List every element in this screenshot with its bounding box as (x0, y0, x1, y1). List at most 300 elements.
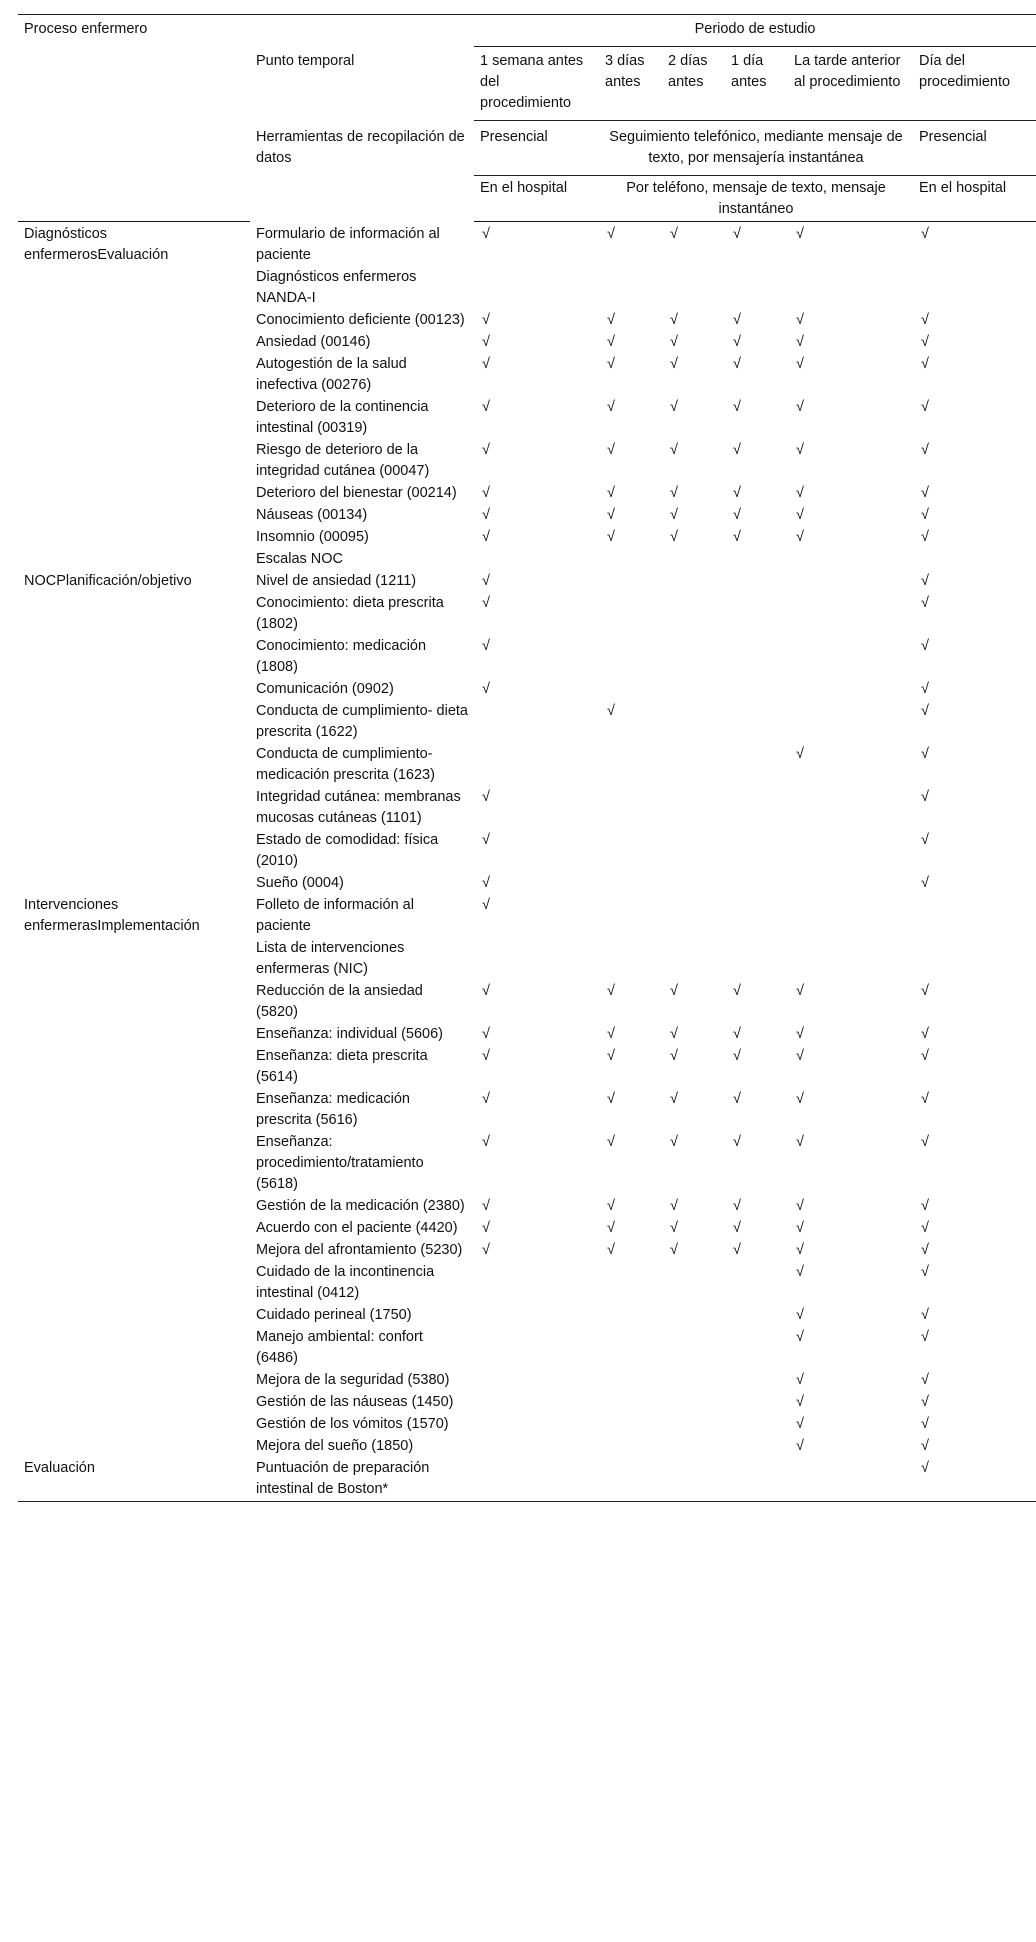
row-proceso (18, 332, 250, 354)
row-item: Sueño (0004) (256, 875, 344, 891)
row-proceso (18, 1262, 250, 1305)
row-item: Deterioro de la continencia intestinal (00319) (256, 399, 429, 436)
table-row (18, 1392, 1036, 1414)
table-row (18, 1370, 1036, 1392)
check-mark: √ (482, 573, 490, 589)
check-mark: √ (921, 442, 929, 458)
empty-cell (788, 1458, 913, 1502)
check-mark: √ (921, 334, 929, 350)
check-mark: √ (482, 1048, 490, 1064)
row-proceso (18, 483, 250, 505)
row-proceso (18, 938, 250, 981)
check-mark: √ (607, 983, 615, 999)
empty-cell (599, 267, 662, 310)
row-item: Enseñanza: procedimiento/tratamiento (5618) (256, 1134, 424, 1192)
check-mark: √ (670, 312, 678, 328)
check-mark: √ (607, 442, 615, 458)
table-row (18, 527, 1036, 549)
empty-cell (725, 1305, 788, 1327)
check-mark: √ (670, 983, 678, 999)
check-mark: √ (733, 1198, 741, 1214)
row-item: Reducción de la ansiedad (5820) (256, 983, 423, 1020)
table-row (18, 830, 1036, 873)
check-mark: √ (607, 1048, 615, 1064)
table-row (18, 787, 1036, 830)
check-mark: √ (482, 399, 490, 415)
check-mark: √ (733, 399, 741, 415)
header-row-2 (18, 47, 1036, 121)
empty-cell (599, 1327, 662, 1370)
empty-cell (662, 744, 725, 787)
empty-cell (788, 701, 913, 744)
row-item: Enseñanza: dieta prescrita (5614) (256, 1048, 428, 1085)
empty-cell (474, 1458, 599, 1502)
table-row (18, 1024, 1036, 1046)
check-mark: √ (921, 983, 929, 999)
empty-cell (725, 1414, 788, 1436)
empty-cell (474, 701, 599, 744)
check-mark: √ (607, 529, 615, 545)
row-item: Mejora del sueño (1850) (256, 1438, 414, 1454)
empty-cell (662, 1370, 725, 1392)
check-mark: √ (607, 1198, 615, 1214)
check-mark: √ (796, 1242, 804, 1258)
table-row (18, 1458, 1036, 1502)
empty-cell (474, 549, 599, 571)
row-item: Integridad cutánea: membranas mucosas cutáneas (1101) (256, 789, 461, 826)
empty-cell (725, 1370, 788, 1392)
place-hospital-1: En el hospital (474, 176, 599, 222)
check-mark: √ (482, 334, 490, 350)
empty-cell (599, 1414, 662, 1436)
table-row (18, 873, 1036, 895)
row-item: Gestión de las náuseas (1450) (256, 1394, 454, 1410)
check-mark: √ (607, 312, 615, 328)
empty-cell (725, 830, 788, 873)
table-row (18, 636, 1036, 679)
check-mark: √ (482, 1134, 490, 1150)
check-mark: √ (607, 1242, 615, 1258)
empty-cell (725, 571, 788, 593)
check-mark: √ (733, 983, 741, 999)
row-proceso (18, 1327, 250, 1370)
empty-cell (474, 1305, 599, 1327)
check-mark: √ (796, 983, 804, 999)
empty-cell (474, 744, 599, 787)
empty-cell (788, 938, 913, 981)
check-mark: √ (670, 442, 678, 458)
table-row (18, 679, 1036, 701)
row-item: Conducta de cumplimiento- medicación prescrita (1623) (256, 746, 435, 783)
empty-cell (599, 1458, 662, 1502)
check-mark: √ (482, 1091, 490, 1107)
empty-cell (599, 938, 662, 981)
check-mark: √ (921, 1198, 929, 1214)
time-1-semana: 1 semana antes del procedimiento (474, 47, 599, 121)
row-proceso (18, 549, 250, 571)
empty-cell (599, 1392, 662, 1414)
check-mark: √ (796, 399, 804, 415)
table-row (18, 1089, 1036, 1132)
check-mark: √ (607, 507, 615, 523)
row-item: Conocimiento: medicación (1808) (256, 638, 427, 675)
check-mark: √ (482, 1242, 490, 1258)
empty-cell (788, 549, 913, 571)
check-mark: √ (921, 507, 929, 523)
table-row (18, 332, 1036, 354)
empty-cell (788, 636, 913, 679)
check-mark: √ (482, 1198, 490, 1214)
empty-cell (662, 1436, 725, 1458)
check-mark: √ (921, 1220, 929, 1236)
row-proceso (18, 679, 250, 701)
check-mark: √ (733, 1220, 741, 1236)
table-row (18, 1196, 1036, 1218)
empty-cell (662, 593, 725, 636)
check-mark: √ (796, 1026, 804, 1042)
row-proceso: Diagnósticos enfermerosEvaluación (24, 226, 169, 263)
row-proceso (18, 1414, 250, 1436)
check-mark: √ (733, 485, 741, 501)
header-punto-temporal: Punto temporal (256, 52, 355, 69)
check-mark: √ (482, 356, 490, 372)
empty-cell (474, 1392, 599, 1414)
check-mark: √ (607, 1026, 615, 1042)
check-mark: √ (921, 399, 929, 415)
header-row-4 (18, 176, 1036, 222)
check-mark: √ (733, 442, 741, 458)
row-proceso (18, 1240, 250, 1262)
check-mark: √ (796, 226, 804, 242)
empty-cell (599, 787, 662, 830)
empty-cell (788, 267, 913, 310)
check-mark: √ (796, 1264, 804, 1280)
row-proceso (18, 1370, 250, 1392)
empty-cell (725, 1327, 788, 1370)
table-row (18, 895, 1036, 938)
empty-cell (725, 895, 788, 938)
check-mark: √ (796, 1394, 804, 1410)
table-row (18, 222, 1036, 268)
empty-cell (788, 787, 913, 830)
empty-cell (662, 1327, 725, 1370)
check-mark: √ (607, 485, 615, 501)
check-mark: √ (796, 442, 804, 458)
tool-seguimiento: Seguimiento telefónico, mediante mensaje de texto, por mensajería instantánea (599, 121, 913, 176)
check-mark: √ (482, 226, 490, 242)
check-mark: √ (670, 1048, 678, 1064)
empty-cell (725, 938, 788, 981)
table-row (18, 1218, 1036, 1240)
row-item: Riesgo de deterioro de la integridad cutánea (00047) (256, 442, 430, 479)
empty-cell (913, 938, 1036, 981)
check-mark: √ (670, 226, 678, 242)
table-row (18, 397, 1036, 440)
table-row (18, 571, 1036, 593)
check-mark: √ (670, 1134, 678, 1150)
empty-cell (662, 1414, 725, 1436)
check-mark: √ (670, 507, 678, 523)
row-item: Cuidado perineal (1750) (256, 1307, 412, 1323)
row-proceso (18, 830, 250, 873)
check-mark: √ (482, 638, 490, 654)
row-item: Gestión de los vómitos (1570) (256, 1416, 449, 1432)
tool-presencial-2: Presencial (913, 121, 1036, 176)
check-mark: √ (607, 1220, 615, 1236)
table-row (18, 1240, 1036, 1262)
row-proceso: Intervenciones enfermerasImplementación (24, 897, 200, 934)
check-mark: √ (921, 1416, 929, 1432)
check-mark: √ (482, 897, 490, 913)
check-mark: √ (796, 1438, 804, 1454)
check-mark: √ (670, 485, 678, 501)
check-mark: √ (921, 529, 929, 545)
check-mark: √ (482, 1026, 490, 1042)
header-empty (18, 121, 250, 176)
check-mark: √ (921, 1438, 929, 1454)
empty-cell (474, 1436, 599, 1458)
row-item: Autogestión de la salud inefectiva (00276) (256, 356, 407, 393)
empty-cell (662, 873, 725, 895)
row-item: Formulario de información al paciente (256, 225, 440, 263)
empty-cell (788, 830, 913, 873)
check-mark: √ (921, 746, 929, 762)
empty-cell (725, 549, 788, 571)
table-row (18, 1132, 1036, 1196)
table-row (18, 1436, 1036, 1458)
check-mark: √ (796, 507, 804, 523)
row-item: Cuidado de la incontinencia intestinal (0412) (256, 1264, 435, 1301)
empty-cell (474, 267, 599, 310)
table-row (18, 1327, 1036, 1370)
row-proceso (18, 1218, 250, 1240)
row-proceso (18, 440, 250, 483)
empty-cell (788, 571, 913, 593)
row-proceso (18, 1132, 250, 1196)
header-row-3 (18, 121, 1036, 176)
check-mark: √ (921, 226, 929, 242)
empty-cell (725, 744, 788, 787)
check-mark: √ (921, 312, 929, 328)
empty-cell (599, 1436, 662, 1458)
check-mark: √ (921, 1372, 929, 1388)
check-mark: √ (796, 1372, 804, 1388)
row-proceso (18, 873, 250, 895)
table-row (18, 981, 1036, 1024)
check-mark: √ (607, 399, 615, 415)
empty-cell (474, 1414, 599, 1436)
check-mark: √ (670, 1242, 678, 1258)
check-mark: √ (796, 1416, 804, 1432)
empty-cell (599, 593, 662, 636)
row-proceso (18, 981, 250, 1024)
row-item: Mejora del afrontamiento (5230) (256, 1242, 463, 1258)
empty-cell (662, 636, 725, 679)
time-3-dias: 3 días antes (599, 47, 662, 121)
header-empty (18, 176, 250, 222)
check-mark: √ (482, 983, 490, 999)
check-mark: √ (913, 1458, 1036, 1502)
check-mark: √ (670, 1091, 678, 1107)
empty-cell (599, 636, 662, 679)
empty-cell (599, 744, 662, 787)
check-mark: √ (921, 789, 929, 805)
row-item: Conducta de cumplimiento- dieta prescrita (1622) (256, 703, 468, 740)
row-item: Estado de comodidad: física (2010) (256, 832, 439, 869)
check-mark: √ (733, 356, 741, 372)
empty-cell (725, 1458, 788, 1502)
row-proceso (18, 527, 250, 549)
check-mark: √ (921, 875, 929, 891)
row-proceso (18, 397, 250, 440)
row-proceso: NOCPlanificación/objetivo (24, 573, 192, 589)
check-mark: √ (670, 399, 678, 415)
check-mark: √ (921, 832, 929, 848)
empty-cell (788, 593, 913, 636)
empty-cell (662, 1305, 725, 1327)
check-mark: √ (921, 1329, 929, 1345)
check-mark: √ (607, 226, 615, 242)
row-item: Manejo ambiental: confort (6486) (256, 1329, 423, 1366)
empty-cell (599, 895, 662, 938)
empty-cell (788, 895, 913, 938)
check-mark: √ (796, 312, 804, 328)
check-mark: √ (921, 485, 929, 501)
row-item: Lista de intervenciones enfermeras (NIC) (256, 940, 405, 977)
check-mark: √ (796, 1329, 804, 1345)
empty-cell (725, 636, 788, 679)
check-mark: √ (733, 1091, 741, 1107)
empty-cell (662, 787, 725, 830)
empty-cell (913, 895, 1036, 938)
time-1-dia: 1 día antes (725, 47, 788, 121)
empty-cell (725, 593, 788, 636)
empty-cell (662, 938, 725, 981)
header-empty (250, 176, 474, 222)
check-mark: √ (733, 1048, 741, 1064)
row-proceso: Evaluación (18, 1458, 250, 1502)
check-mark: √ (482, 529, 490, 545)
check-mark: √ (670, 334, 678, 350)
table-row (18, 440, 1036, 483)
row-proceso (18, 593, 250, 636)
table-row (18, 1262, 1036, 1305)
row-proceso (18, 267, 250, 310)
check-mark: √ (482, 789, 490, 805)
empty-cell (725, 701, 788, 744)
check-mark: √ (796, 529, 804, 545)
row-proceso (18, 1089, 250, 1132)
nursing-process-table (18, 14, 1036, 1502)
empty-cell (662, 895, 725, 938)
check-mark: √ (733, 1026, 741, 1042)
check-mark: √ (670, 529, 678, 545)
row-item: Gestión de la medicación (2380) (256, 1198, 465, 1214)
check-mark: √ (482, 507, 490, 523)
empty-cell (599, 549, 662, 571)
empty-cell (599, 571, 662, 593)
empty-cell (725, 1262, 788, 1305)
empty-cell (662, 1458, 725, 1502)
time-tarde-anterior: La tarde anterior al procedimiento (788, 47, 913, 121)
check-mark: √ (796, 485, 804, 501)
empty-cell (599, 873, 662, 895)
row-item: Enseñanza: individual (5606) (256, 1026, 444, 1042)
row-proceso (18, 701, 250, 744)
table-row (18, 549, 1036, 571)
check-mark: √ (482, 832, 490, 848)
empty-cell (599, 1262, 662, 1305)
table-row (18, 1305, 1036, 1327)
row-item: Escalas NOC (256, 551, 344, 567)
check-mark: √ (921, 356, 929, 372)
check-mark: √ (921, 1264, 929, 1280)
empty-cell (725, 1436, 788, 1458)
row-proceso (18, 636, 250, 679)
empty-cell (662, 267, 725, 310)
empty-cell (725, 873, 788, 895)
table-row (18, 1046, 1036, 1089)
row-proceso (18, 1196, 250, 1218)
row-item: Mejora de la seguridad (5380) (256, 1372, 450, 1388)
row-proceso (18, 505, 250, 527)
table-row (18, 744, 1036, 787)
header-proceso: Proceso enfermero (18, 15, 250, 47)
check-mark: √ (796, 1307, 804, 1323)
check-mark: √ (733, 507, 741, 523)
empty-cell (662, 701, 725, 744)
empty-cell (599, 679, 662, 701)
empty-cell (599, 1370, 662, 1392)
empty-cell (662, 549, 725, 571)
row-proceso (18, 787, 250, 830)
table-row (18, 938, 1036, 981)
empty-cell (725, 679, 788, 701)
empty-cell (662, 830, 725, 873)
check-mark: √ (796, 1220, 804, 1236)
table-row (18, 267, 1036, 310)
check-mark: √ (607, 703, 615, 719)
empty-cell (725, 1392, 788, 1414)
row-proceso (18, 744, 250, 787)
check-mark: √ (607, 1091, 615, 1107)
row-proceso (18, 354, 250, 397)
header-empty (18, 47, 250, 121)
check-mark: √ (733, 1242, 741, 1258)
empty-cell (599, 830, 662, 873)
check-mark: √ (921, 1048, 929, 1064)
row-item: Náuseas (00134) (256, 507, 368, 523)
header-herramientas: Herramientas de recopilación de datos (256, 128, 465, 166)
empty-cell (662, 1392, 725, 1414)
row-item: Enseñanza: medicación prescrita (5616) (256, 1091, 410, 1128)
check-mark: √ (796, 1134, 804, 1150)
table-row (18, 701, 1036, 744)
check-mark: √ (482, 681, 490, 697)
check-mark: √ (921, 573, 929, 589)
row-item: Acuerdo con el paciente (4420) (256, 1220, 458, 1236)
check-mark: √ (482, 312, 490, 328)
table-row (18, 483, 1036, 505)
check-mark: √ (921, 1091, 929, 1107)
check-mark: √ (796, 356, 804, 372)
row-item: Conocimiento: dieta prescrita (1802) (256, 595, 444, 632)
empty-cell (913, 549, 1036, 571)
table-row (18, 310, 1036, 332)
header-periodo: Periodo de estudio (474, 15, 1036, 47)
empty-cell (788, 679, 913, 701)
row-item: Comunicación (0902) (256, 681, 394, 697)
